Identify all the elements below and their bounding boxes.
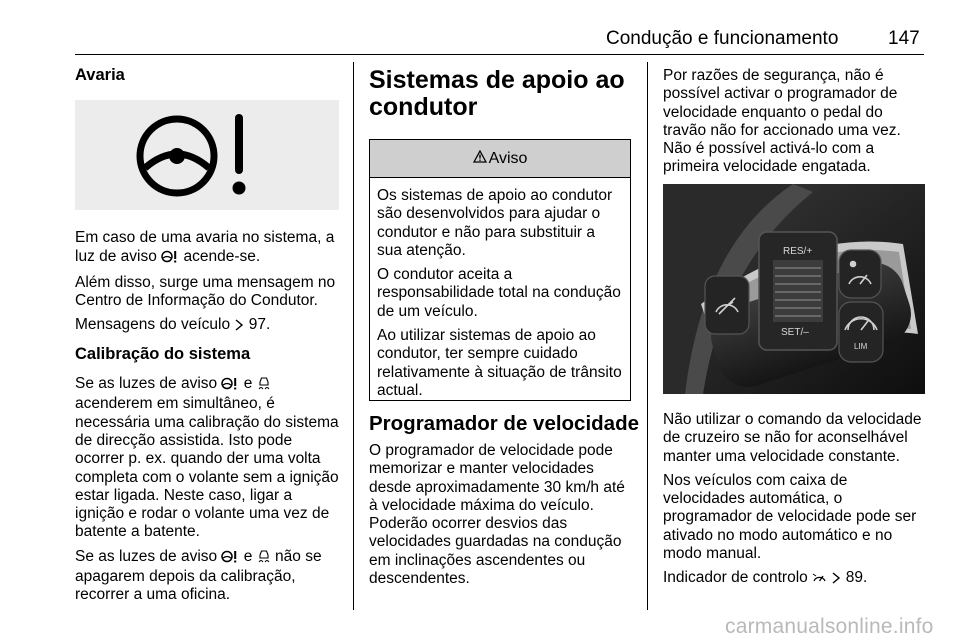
esc-car-icon <box>257 549 271 568</box>
page-number: 147 <box>888 28 920 49</box>
header-rule <box>75 54 924 55</box>
cruise-control-indicator-icon <box>812 571 827 589</box>
right-column-bottom <box>663 411 929 596</box>
avaria-paragraph-3: Mensagens do veículo 97. <box>75 316 343 336</box>
steering-warning-figure <box>75 100 339 210</box>
steering-warning-icon <box>221 550 239 568</box>
avaria-paragraph-1: Em caso de uma avaria no sistema, a luz de aviso acende-se. <box>75 229 343 268</box>
steering-warning-icon <box>161 250 179 268</box>
calibracao-paragraph-1: Se as luzes de aviso e acenderem em simultâneo, é necessária uma calibração do sistema de direcção assistida. Isto pode ocorrer p. ex. quando der uma volta completa com o volante sem a ignição estar ligada. Neste caso, ligar a ignição e rodar o volante uma vez de batente a batente. <box>75 375 339 541</box>
warning-paragraph-3: Ao utilizar sistemas de apoio ao condutor, ter sempre cuidado relativamente à situação de trânsito actual. <box>377 327 622 399</box>
warning-title: Aviso <box>488 149 528 167</box>
page-ref-arrow-icon <box>234 318 244 336</box>
right-paragraph-2: Não utilizar o comando da velocidade de cruzeiro se não for aconselhável manter uma velocidade constante. <box>663 411 922 465</box>
column-divider-right <box>647 62 648 610</box>
left-column <box>75 66 343 611</box>
lim-label: LIM <box>854 342 868 351</box>
section-title: Sistemas de apoio ao condutor <box>369 66 625 121</box>
calibracao-paragraph-2: Se as luzes de aviso e não se apagarem depois da calibração, recorrer a uma oficina. <box>75 547 322 604</box>
warning-box-body <box>370 178 630 400</box>
calibracao-heading: Calibração do sistema <box>75 344 251 363</box>
column-divider-left <box>353 62 354 610</box>
res-label: RES/+ <box>783 246 813 257</box>
cruise-control-paragraph: O programador de velocidade pode memorizar e manter velocidades desde aproximadamente 30 km/h até à velocidade máxima do veículo. Poderão ocorrer desvios das velocidades guardadas na condução em inclinações ascendentes ou descendentes. <box>369 442 625 588</box>
steering-wheel-controls-photo <box>663 184 925 394</box>
right-paragraph-3: Nos veículos com caixa de velocidades automática, o programador de velocidade pode ser ativado no modo automático e no modo manual. <box>663 471 917 563</box>
steering-warning-icon <box>221 377 239 395</box>
right-paragraph-4: Indicador de controlo 89. <box>663 569 929 589</box>
warning-triangle-icon <box>473 150 487 168</box>
middle-column <box>369 67 635 121</box>
warning-paragraph-1: Os sistemas de apoio ao condutor são desenvolvidos para ajudar o condutor e não para substituir a sua atenção. <box>377 187 613 259</box>
cruise-control-buttons-photo <box>663 184 925 394</box>
warning-paragraph-2: O condutor aceita a responsabilidade total na condução de um veículo. <box>377 266 621 320</box>
right-column-top <box>663 67 927 183</box>
right-paragraph-1: Por razões de segurança, não é possível activar o programador de velocidade enquanto o pedal do travão não for accionado uma vez. Não é possível activá-lo com a primeira velocidade engatada. <box>663 67 901 176</box>
watermark: carmanualsonline.info <box>725 615 934 638</box>
cruise-control-section <box>369 412 640 594</box>
avaria-paragraph-2: Além disso, surge uma mensagem no Centro de Informação do Condutor. <box>75 273 336 310</box>
running-header-title: Condução e funcionamento <box>606 28 839 49</box>
set-label: SET/– <box>781 327 809 338</box>
page-ref-arrow-icon <box>831 571 841 589</box>
avaria-heading: Avaria <box>75 66 125 84</box>
steering-wheel-exclamation-icon <box>75 100 339 210</box>
esc-car-icon <box>257 376 271 395</box>
cruise-control-heading: Programador de velocidade <box>369 412 640 435</box>
warning-box <box>369 139 631 401</box>
warning-box-header <box>370 140 630 178</box>
